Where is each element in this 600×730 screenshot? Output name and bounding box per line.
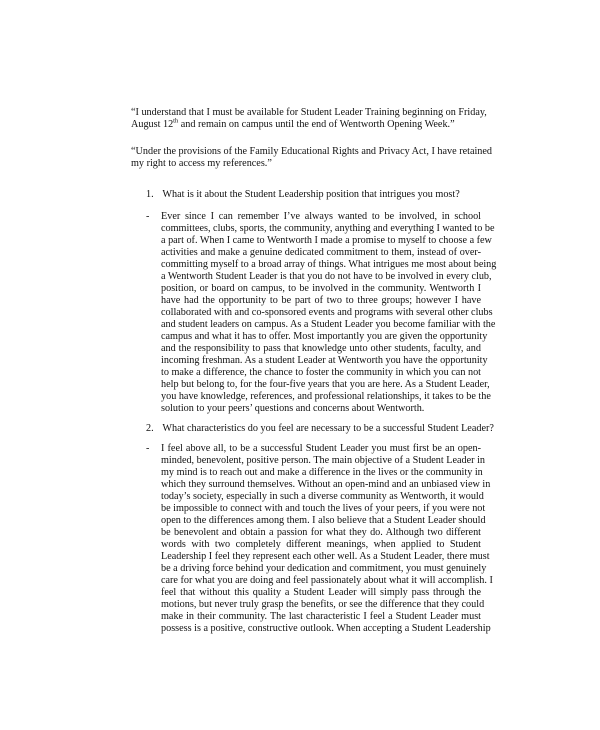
question-2 [146, 422, 494, 435]
answer-line: activities and make a genuine dedicated commitment to them, instead of over- [161, 247, 481, 258]
ferpa-statement [131, 146, 491, 170]
answer-line: and the responsibility to pass that knowledge unto other students, faculty, and [161, 343, 481, 354]
answer-line: my mind is to reach out and make a difference in the lives or the community in [161, 467, 483, 478]
answer-line: Ever since I can remember I’ve always wanted to be involved, in school [161, 211, 481, 222]
question-text: What is it about the Student Leadership position that intrigues you most? [162, 189, 460, 200]
answer-bullet: - [146, 211, 150, 222]
answer-line: position, or board on campus, to be involved in the community. Wentworth I [161, 283, 481, 294]
question-number: 1. [146, 189, 154, 200]
statement-line: “I understand that I must be available for Student Leader Training beginning on Friday, [131, 107, 487, 118]
answer-line: incoming freshman. As a student Leader at Wentworth you have the opportunity [161, 355, 488, 366]
answer-line: motions, but never truly grasp the benefits, or see the difference that they could [161, 599, 485, 610]
ordinal-suffix: th [173, 117, 179, 125]
answer-line: feel that without this quality a Student Leader will simply pass through the [161, 587, 481, 598]
answer-line: be a driving force behind your dedication and commitment, you must genuinely [161, 563, 487, 574]
question-number: 2. [146, 423, 154, 434]
answer-line: a Wentworth Student Leader is that you do not have to be involved in every club, [161, 271, 492, 282]
answer-text [161, 443, 493, 635]
statement-text: and remain on campus until the end of Wentworth Opening Week.” [178, 119, 455, 130]
answer-line: make in their community. The last characteristic I feel a Student Leader must [161, 611, 481, 622]
statement-line: my right to access my references.” [131, 158, 272, 169]
answer-line: committing myself to a broad array of things. What intrigues me most about being [161, 259, 497, 270]
answer-line: today’s society, especially in such a diverse community as Wentworth, it would [161, 491, 484, 502]
answer-line: words with two completely different meanings, when applied to Student [161, 539, 481, 550]
answer-text [161, 211, 497, 415]
answer-line: be impossible to connect with and touch the lives of your peers, if you were not [161, 503, 486, 514]
answer-line: collaborated with and co-sponsored events and programs with several other clubs [161, 307, 493, 318]
answer-line: I feel above all, to be a successful Student Leader you must first be an open- [161, 443, 481, 454]
statement-text: August 12 [131, 119, 174, 130]
answer-bullet: - [146, 443, 150, 454]
answer-line: have had the opportunity to be part of two to three groups; however I have [161, 295, 481, 306]
answer-line: solution to your peers’ questions and concerns about Wentworth. [161, 403, 425, 414]
answer-line: possess is a positive, constructive outlook. When accepting a Student Leadership [161, 623, 491, 634]
answer-line: minded, benevolent, positive person. The main objective of a Student Leader in [161, 455, 486, 466]
answer-line: you have knowledge, references, and professional relationships, it takes to be the [161, 391, 491, 402]
question-text: What characteristics do you feel are necessary to be a successful Student Leader? [162, 423, 494, 434]
statement-line: “Under the provisions of the Family Educational Rights and Privacy Act, I have retained [131, 146, 492, 157]
answer-line: campus and what it has to offer. Most importantly you are given the opportunity [161, 331, 488, 342]
answer-line: help but belong to, for the four-five years that you are here. As a Student Leader, [161, 379, 490, 390]
question-1 [146, 188, 460, 201]
statement-line [131, 119, 491, 131]
answer-line: be benevolent and obtain a passion for what they do. Although two different [161, 527, 481, 538]
answer-line: to make a difference, the chance to foster the community in which you can not [161, 367, 481, 378]
answer-line: open to the differences among them. I also believe that a Student Leader should [161, 515, 486, 526]
answer-line: committees, clubs, sports, the community, anything and everything I wanted to be [161, 223, 495, 234]
answer-line: a part of. When I came to Wentworth I made a promise to myself to choose a few [161, 235, 492, 246]
answer-line: and student leaders on campus. As a Student Leader you become familiar with the [161, 319, 496, 330]
answer-line: which they surround themselves. Without an open-mind and an unbiased view in [161, 479, 491, 490]
training-availability-statement [131, 107, 491, 131]
answer-line: care for what you are doing and feel passionately about what it will accomplish. I [161, 575, 493, 586]
answer-line: Leadership I feel they represent each other well. As a Student Leader, there must [161, 551, 490, 562]
